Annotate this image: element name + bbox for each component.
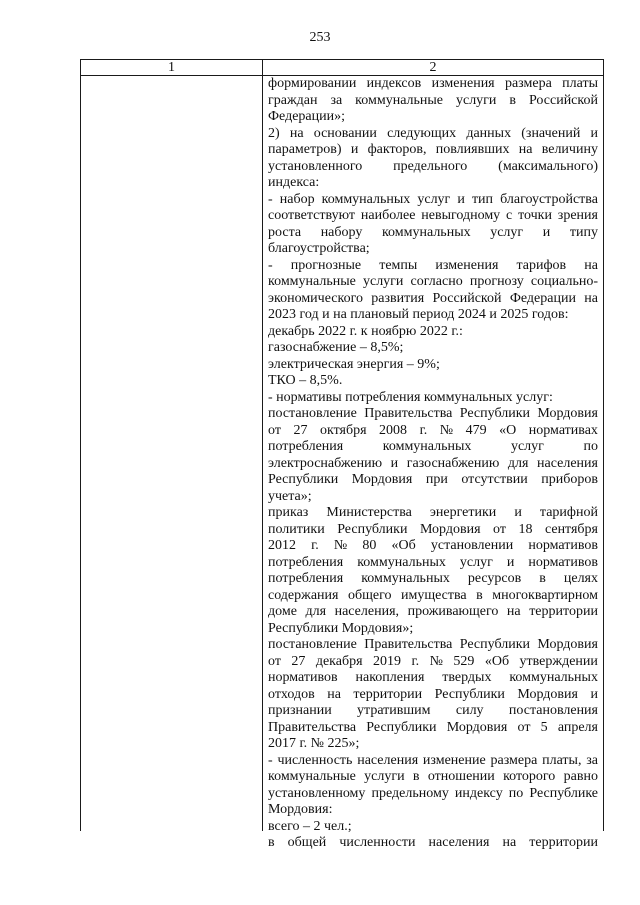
text-line <box>268 505 598 522</box>
text-word: размера <box>504 76 552 91</box>
text-line <box>268 687 598 704</box>
text-word: благоустройства <box>500 191 598 207</box>
text-word: Правительства <box>364 637 453 652</box>
text-word: г. <box>419 422 428 438</box>
text-word: признании <box>268 703 332 718</box>
text-line <box>268 720 598 737</box>
text-word: следующих <box>387 125 457 141</box>
text-word: услуги <box>362 274 404 289</box>
text-line: - нормативы потребления коммунальных услуг: <box>268 389 553 405</box>
text-line <box>268 258 598 275</box>
text-word: равно <box>563 769 598 784</box>
text-word: Мордовия <box>537 637 598 652</box>
text-word: - <box>268 752 273 768</box>
text-word: численности <box>339 835 416 850</box>
text-word: потребления <box>268 571 344 586</box>
text-word: № <box>333 538 348 553</box>
text-word: тарифов <box>516 257 567 273</box>
text-line <box>268 786 598 803</box>
text-word: 5 <box>540 719 548 735</box>
text-word: энергетики <box>429 505 497 520</box>
text-line <box>268 538 598 555</box>
text-word: для <box>507 455 529 471</box>
text-line <box>268 274 598 291</box>
text-word: экономического <box>268 290 363 306</box>
text-word: территории <box>529 604 598 619</box>
text-word: платы <box>562 76 598 91</box>
text-word: 2) <box>268 125 280 141</box>
text-word: прогнозу <box>469 274 524 289</box>
text-word: Российской <box>528 92 598 108</box>
text-word: № <box>439 422 454 438</box>
text-word: 2012 <box>268 538 296 553</box>
text-word: за <box>330 92 343 108</box>
column-1-header: 1 <box>168 60 175 75</box>
column-divider <box>262 60 263 831</box>
text-word: услуг <box>459 554 493 570</box>
text-word: от <box>268 422 281 438</box>
text-word: в <box>509 92 517 108</box>
text-line <box>268 192 598 209</box>
text-word: предельному <box>371 785 449 801</box>
text-word: на <box>584 257 598 273</box>
text-word: населения <box>537 455 598 471</box>
text-line: Республики Мордовия»; <box>268 620 414 636</box>
text-line <box>268 769 598 786</box>
text-word: Республики <box>434 686 505 702</box>
text-word: 529 <box>453 653 475 669</box>
text-word: в <box>268 835 275 850</box>
text-line <box>268 225 598 242</box>
text-word: индексов <box>366 76 422 91</box>
text-word: утратившим <box>357 703 431 718</box>
text-word: отсутствии <box>461 472 528 487</box>
text-word: Республике <box>529 785 598 801</box>
text-word: г. <box>311 538 319 553</box>
text-word: имущества <box>400 587 467 603</box>
text-line <box>268 126 598 143</box>
text-word: данных <box>466 125 512 141</box>
text-word: утверждении <box>519 653 598 669</box>
text-word: на <box>502 835 517 850</box>
text-word: «Об <box>391 538 416 553</box>
text-word: которого <box>503 769 556 784</box>
text-word: доме <box>268 604 297 619</box>
text-word: постановление <box>268 406 357 421</box>
text-word: потребления <box>268 554 344 570</box>
text-word: отходов <box>268 686 315 702</box>
text-word: для <box>305 604 327 619</box>
text-word: Российской <box>432 290 502 306</box>
text-line <box>268 93 598 110</box>
text-word: 27 <box>293 422 308 438</box>
text-line <box>268 654 598 671</box>
text-word: услуги <box>455 92 497 108</box>
text-word: согласно <box>410 274 463 289</box>
text-word: коммунальных <box>321 191 411 207</box>
text-line <box>268 423 598 440</box>
text-line <box>268 291 598 308</box>
text-word: политики <box>268 521 325 537</box>
text-word: развития <box>371 290 425 306</box>
text-word: накопления <box>355 670 425 685</box>
text-word: коммунальные <box>355 92 444 108</box>
text-word: ресурсов <box>467 571 522 586</box>
text-word: коммунальные <box>268 769 356 784</box>
text-line: электрическая энергия – 9%; <box>268 356 440 372</box>
text-word: электроснабжению <box>268 455 383 471</box>
text-word: приборов <box>541 472 598 487</box>
text-word: сентября <box>544 521 598 537</box>
text-word: в <box>412 769 420 784</box>
text-line <box>268 604 598 621</box>
text-word: на <box>518 142 533 157</box>
text-word: зрения <box>557 208 598 223</box>
text-word: тарифной <box>539 505 598 520</box>
text-word: при <box>425 472 448 487</box>
text-line: Мордовия: <box>268 802 333 817</box>
text-word: от <box>517 719 531 735</box>
text-word: Республики <box>366 719 437 735</box>
text-word: содержания <box>268 587 339 603</box>
text-word: нормативов <box>268 670 338 685</box>
text-word: Мордовия <box>419 521 481 537</box>
text-word: № <box>429 653 443 669</box>
text-line <box>268 439 598 456</box>
text-word: повлиявших <box>435 142 510 157</box>
text-word: Федерации <box>509 290 576 306</box>
text-line <box>268 571 598 588</box>
text-word: проживающего <box>407 604 499 619</box>
text-word: наиболее <box>360 208 416 223</box>
text-word: по <box>508 785 524 801</box>
text-word: от <box>268 653 281 669</box>
text-line <box>268 142 598 159</box>
text-word: коммунальные <box>268 274 356 289</box>
text-word: в <box>476 587 483 603</box>
text-word: услуги <box>364 769 405 784</box>
text-word: - <box>268 257 273 273</box>
text-word: на <box>584 290 598 306</box>
text-word: типу <box>569 224 598 240</box>
text-line <box>268 670 598 687</box>
text-line <box>268 835 598 852</box>
text-line: декабрь 2022 г. к ноябрю 2022 г.: <box>268 323 463 339</box>
text-word: и <box>390 455 399 471</box>
page-number: 253 <box>309 30 331 45</box>
text-word: прогнозные <box>290 257 362 273</box>
text-word: в <box>539 571 546 586</box>
text-line <box>268 753 598 770</box>
text-word: установленному <box>268 785 366 801</box>
text-word: октября <box>319 422 367 438</box>
text-word: нормативов <box>528 538 598 553</box>
text-line <box>268 472 598 489</box>
text-word: набору <box>320 224 363 240</box>
text-line: 2017 г. № 225»; <box>268 736 360 751</box>
text-word: силу <box>455 703 484 718</box>
text-word: нормативов <box>528 554 598 570</box>
text-word: индексу <box>454 785 503 801</box>
text-word: общего <box>347 587 392 603</box>
text-word: территории <box>529 835 598 850</box>
text-word: 479 <box>465 422 487 438</box>
text-word: численность <box>277 752 353 768</box>
text-word: декабря <box>315 653 363 669</box>
text-word: апреля <box>557 719 598 735</box>
text-line <box>268 208 598 225</box>
text-word: Республики <box>337 521 408 537</box>
text-word: Министерства <box>326 505 412 520</box>
text-word: факторов, <box>367 142 427 157</box>
text-word: Республики <box>459 406 530 421</box>
text-word: твердых <box>442 670 492 685</box>
text-word: коммунальных <box>361 571 450 586</box>
text-line <box>268 703 598 720</box>
text-word: 18 <box>518 521 533 537</box>
text-line <box>268 159 598 176</box>
text-word: «О <box>499 422 517 438</box>
text-word: и <box>350 142 359 157</box>
text-word: (максимального) <box>498 158 598 174</box>
text-word: коммунальных <box>357 554 446 570</box>
text-line <box>268 456 598 473</box>
text-word: формировании <box>268 76 357 91</box>
text-word: населения <box>428 835 490 850</box>
text-word: Республики <box>268 472 339 487</box>
text-word: установленного <box>268 158 363 174</box>
text-word: услуг <box>417 191 451 207</box>
text-line: газоснабжение – 8,5%; <box>268 340 404 355</box>
text-word: нормативах <box>528 422 598 438</box>
text-word: отношении <box>427 769 495 784</box>
text-word: социально- <box>530 274 598 289</box>
text-word: газоснабжению <box>406 455 500 471</box>
text-line <box>268 555 598 572</box>
text-word: установлении <box>430 538 514 553</box>
text-word: точки <box>518 208 552 223</box>
text-line <box>268 406 598 423</box>
text-word: 27 <box>291 653 306 669</box>
text-word: изменения <box>435 257 499 273</box>
text-word: основании <box>313 125 377 141</box>
text-line: учета»; <box>268 488 312 504</box>
text-word: и <box>590 125 598 141</box>
text-word: Мордовия <box>537 406 598 421</box>
text-word: приказ <box>268 505 309 520</box>
text-word: граждан <box>268 92 318 108</box>
text-word: «Об <box>484 653 510 669</box>
text-word: Республики <box>459 637 530 652</box>
table-header-row <box>81 60 603 76</box>
text-word: многоквартирном <box>492 587 598 603</box>
text-word: 2008 <box>379 422 408 438</box>
text-line <box>268 76 598 93</box>
text-word: и <box>457 191 465 207</box>
text-word: Мордовия <box>517 686 578 702</box>
text-line: благоустройства; <box>268 241 370 256</box>
text-word: 2019 <box>373 653 401 669</box>
text-word: темпы <box>379 257 418 273</box>
text-word: коммунальных <box>381 224 471 240</box>
text-line: 2023 год и на плановый период 2024 и 2025 годов: <box>268 307 569 322</box>
text-word: величину <box>541 142 598 157</box>
text-word: и <box>506 554 515 570</box>
text-word: 80 <box>362 538 377 553</box>
text-word: тип <box>471 191 494 207</box>
text-word: и <box>590 686 598 702</box>
text-word: набор <box>279 191 315 207</box>
text-line: Федерации»; <box>268 109 346 124</box>
text-word: - <box>268 191 273 207</box>
text-word: услуг <box>510 439 544 454</box>
text-word: на <box>506 604 521 619</box>
text-word: изменения <box>431 76 495 91</box>
text-word: целях <box>563 571 598 586</box>
text-word: платы, <box>542 752 582 768</box>
text-word: населения, <box>334 604 400 619</box>
text-line: всего – 2 чел.; <box>268 818 352 834</box>
column-2-header: 2 <box>429 60 437 75</box>
text-word: невыгодному <box>421 208 501 223</box>
text-word: на <box>327 686 341 702</box>
text-word: услуг <box>490 224 524 240</box>
text-word: изменение <box>422 752 486 768</box>
text-word: размера <box>490 752 538 768</box>
text-word: населения <box>357 752 419 768</box>
text-line <box>268 637 598 654</box>
text-word: г. <box>411 653 420 669</box>
text-word: роста <box>268 224 302 240</box>
column-2-content <box>268 76 598 852</box>
text-word: Правительства <box>364 406 453 421</box>
text-word: и <box>514 505 522 520</box>
text-word: от <box>493 521 506 537</box>
text-word: коммунальных <box>509 670 598 685</box>
text-line: ТКО – 8,5%. <box>268 373 343 388</box>
text-word: (значений <box>521 125 581 141</box>
text-word: постановление <box>268 637 357 652</box>
document-table <box>80 59 604 850</box>
text-word: общей <box>287 835 327 850</box>
text-word: потребления <box>268 439 344 454</box>
text-word: по <box>583 439 598 454</box>
text-word: на <box>289 125 304 141</box>
text-word: и <box>542 224 551 240</box>
text-word: с <box>506 208 513 223</box>
text-line <box>268 522 598 539</box>
text-line: индекса: <box>268 175 320 190</box>
text-word: Правительства <box>268 719 357 735</box>
text-word: постановления <box>508 703 598 718</box>
text-word: соответствуют <box>268 208 356 223</box>
text-word: параметров) <box>268 142 342 157</box>
text-line <box>268 588 598 605</box>
text-word: предельного <box>393 158 468 174</box>
text-word: территории <box>353 686 423 702</box>
text-word: Мордовия <box>351 472 413 487</box>
text-word: за <box>586 752 598 768</box>
text-word: Мордовия <box>446 719 508 735</box>
text-word: коммунальных <box>382 439 472 454</box>
